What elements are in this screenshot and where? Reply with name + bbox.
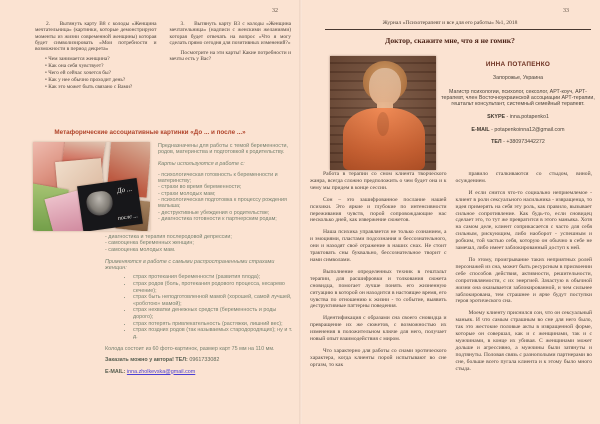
deck-description — [158, 143, 293, 222]
question-item: • Чем занимается женщина? — [45, 56, 157, 62]
author-credentials: Магистр психологии, психолог, сексолог, АРТ-коуч, АРТ-терапевт, член Восточноукраинской ассоциации АРТ-терапии, гештальт консультант, системный семейный терапевт. — [441, 88, 595, 108]
question-item: • Как у нее обычно проходит день? — [45, 77, 157, 83]
paragraph: Работа в терапии со сном клиента творческого жанра, всегда сложно предположить о чем будет она и к чему мы придем в конце сессии. — [310, 171, 447, 191]
author-name: ИННА ПОТАПЕНКО — [485, 61, 551, 68]
article-column-1 — [310, 171, 447, 421]
usage-item: - диагностика и терапия послеродовой депрессии; — [105, 234, 232, 240]
section-title: Метафорические ассоциативные картинки «До ... и после ...» — [54, 129, 246, 136]
author-email — [440, 127, 596, 133]
article-body — [310, 171, 592, 421]
usage-item: - диагностика готовности к партнерским родам; — [158, 215, 277, 222]
author-portrait-photo — [330, 56, 436, 170]
tel-value: - +380973442272 — [503, 139, 545, 146]
cards-collage-photo — [33, 142, 150, 231]
email-value[interactable]: - potapenkoinna12@gmail.com — [491, 126, 565, 133]
paragraph: Идентификация с образами сна своего сновидца и превращение их же сюжетов, с возможностью их изменения в положительном ключе для него, получает новый опыт взаимодействия с миром. — [310, 315, 447, 343]
ultrasound-card — [77, 178, 143, 231]
exercise-step-3 — [170, 21, 292, 90]
question-item: • Чего ей сейчас хочется бы? — [45, 70, 157, 76]
deck-info: Колода состоит из 60 фото-картинок, размер карт 75 мм на 110 мм. — [105, 345, 275, 352]
fear-item: • страх поздних родов (так называемых стародородящих); ну и т. д. — [133, 327, 295, 340]
journal-header: Журнал «Психотерапевт и все для его работы» №1, 2018 — [382, 20, 518, 26]
usage-item: - самооценка молодых мам. — [105, 246, 176, 253]
paragraph: Выполнение определенных техник в гештальт терапии, для расшифровки и толкования сюжета сновидца, помогает лучше понять его жизненную ситуацию в которой он находится в настоящее время, его чувства по отношению к жизни - то событие, выявить деструктивные паттерны поведения. — [310, 268, 447, 310]
email-label: E-MAIL — [471, 126, 490, 133]
paragraph: Моему клиенту приснился сон, что он сексуальный маньяк. И что самым страшным во сне для него было, так это жестокие половые акты в извращенной форме, которые он совершал, как и с женщинами, так и с мужчинами, в конце их убивая. С женщинами может дольше и агрессивно, а мужчины были затянуты и подтянуты. Половая связь с разнополыми партнерами во сне, больше всего пугала клиента и к этому было много стыда. — [455, 310, 592, 372]
page-number-left: 32 — [272, 8, 278, 14]
step-3-text: 3. Вытянуть карту В3 с колоды «Женщина мечтательница» (надписи с женскими желаниями) которая будет отвечать на вопрос «Что я могу сделать прямо сегодня для позитивных изменений?» — [169, 21, 291, 46]
portrait-blouse-shape — [343, 108, 425, 170]
page-right — [300, 0, 600, 424]
fear-item: • страх нехватки денежных средств (беременность и роды дорого); — [133, 307, 295, 320]
fear-item: • страх потерять привлекательность (растяжки, лишний вес); — [133, 321, 295, 327]
usage-item: - психологическая подготовка к процессу рождения малыша; — [158, 197, 287, 210]
question-item: • Как она себя чувствует? — [45, 63, 157, 69]
usage-item: - деструктивные убеждения о родительстве; — [158, 209, 270, 216]
author-skype — [440, 114, 596, 120]
author-info — [440, 62, 596, 145]
deck-intro: Предназначены для работы с темой беременности, родов, материнства и подготовкой к родительству. — [158, 143, 288, 156]
usage-item: - страхи молодых мам; — [158, 190, 216, 197]
card-text-posle: после ... — [117, 213, 139, 223]
ultrasound-scan-shape — [85, 190, 114, 217]
usage-list-continued — [105, 234, 295, 253]
order-label: Заказать можно у автора! — [105, 357, 174, 364]
paragraph: По этому, проигрывание таких неприятных ролей персонажей из сна, может быть ресурсным в присвоении себе способов действия, активности, решительности, сопротивляемости, с их энергией. Зачастую в обычной жизни она оказывается заблокированной, и чем сильнее заблокирована, тем страшнее и ярче будут поступки героя эротического сна. — [455, 256, 592, 305]
paragraph: Что характерно для работы со снами эротического характера, когда клиенты порой испытывают во сне оргазм, то как — [310, 347, 447, 368]
paragraph: И если снится что-то социально неприемлемое - клиент в роли сексуального насильника - извращенца, то идея примерять на себя эту роль, как правило, вызывает сильное сопротивление. Как будь-то, если сновидец сделает это, то тут же превратится в этого маньяка. Хотя на самом деле, клиент соприкасается с часто для себя сильным, рискующим, либо наоборот - успешным и робким, той частью себя, которую он обычно в себе не замечал, либо имеет заблокированный доступ к ней. — [455, 189, 592, 252]
question-item: • Как это может быть связано с Вами? — [45, 84, 157, 90]
page-number-right: 33 — [563, 8, 569, 14]
phone-number: 0961733082 — [189, 357, 220, 364]
fear-item: • страх быть неподготовленной мамой (хорошей, самой лучшей, «роботою» мамой); — [133, 294, 295, 307]
paragraph: Наша психика управляется не только сознанием, а и эмоциями, пластами подсознания и бессознательного, они и находят своё отражение в наших снах. Не стоит трактовать сны буквально, бессознательное творит с нами символами. — [310, 229, 447, 263]
tel-label: ТЕЛ — [491, 139, 502, 146]
card-text-do: До ... — [116, 184, 133, 195]
fear-item: • страх родов (боль, протекания родового процесса, кесарево сечение); — [133, 281, 295, 294]
deck-description-continued — [105, 234, 295, 375]
portrait-hair-shape — [363, 61, 407, 101]
exercise-step-2 — [35, 21, 157, 90]
question-list — [45, 56, 157, 89]
usage-title: Карты используются в работе с: — [158, 160, 245, 167]
article-column-2 — [456, 171, 593, 421]
step-2-text: 2. Вытянуть карту В8 с колоды «Женщина мечтательница» (картинки, которые демонстрируют моменты из жизни современной женщины) которая будет символизировать «Мои потребности и возможности в период декрета» — [35, 21, 157, 53]
skype-label: SKYPE — [487, 114, 506, 121]
order-line — [105, 357, 295, 363]
fear-item: • страх протекания беременности (развития плода); — [133, 274, 295, 280]
portrait-face-shape — [369, 68, 401, 106]
paragraph: правило сталкиваются со стыдом, виной, осуждением. — [455, 171, 592, 184]
skype-value: - inna.potapenko1 — [506, 114, 549, 121]
paragraph: Сон – это зашифрованное послание нашей психики. Это яркие и глубокие по интенсивности переживания чувств, порой сопровождающие нас несколько дней, как извержение сюжетов. — [310, 196, 447, 224]
fears-title: Применяются в работе с самыми распространенными страхами женщин: — [105, 258, 275, 272]
usage-list — [158, 172, 293, 222]
author-email-link[interactable]: inna.zholkevska@gmail.com — [126, 368, 196, 375]
header-rule — [325, 29, 591, 30]
email-line — [105, 369, 295, 375]
usage-item: - страхи во время беременности; — [158, 184, 242, 191]
usage-item: - самооценка беременных женщин; — [105, 240, 194, 247]
fears-list — [133, 274, 295, 339]
phone-label: ТЕЛ: — [175, 357, 188, 364]
portrait-neck-shape — [377, 102, 393, 112]
step-3-text2: Посмотрите на эти карты! Какие потребности и мечты есть у Вас? — [169, 50, 291, 63]
usage-item: - психологическая готовность к беременности и материнству; — [158, 171, 278, 185]
article-title: Доктор, скажите мне, что я не гомик? — [385, 36, 515, 45]
author-location: Запорожье, Украина — [492, 75, 544, 82]
email-label: E-MAIL: — [105, 368, 126, 375]
exercise-columns — [35, 21, 291, 90]
author-phone — [440, 139, 596, 145]
